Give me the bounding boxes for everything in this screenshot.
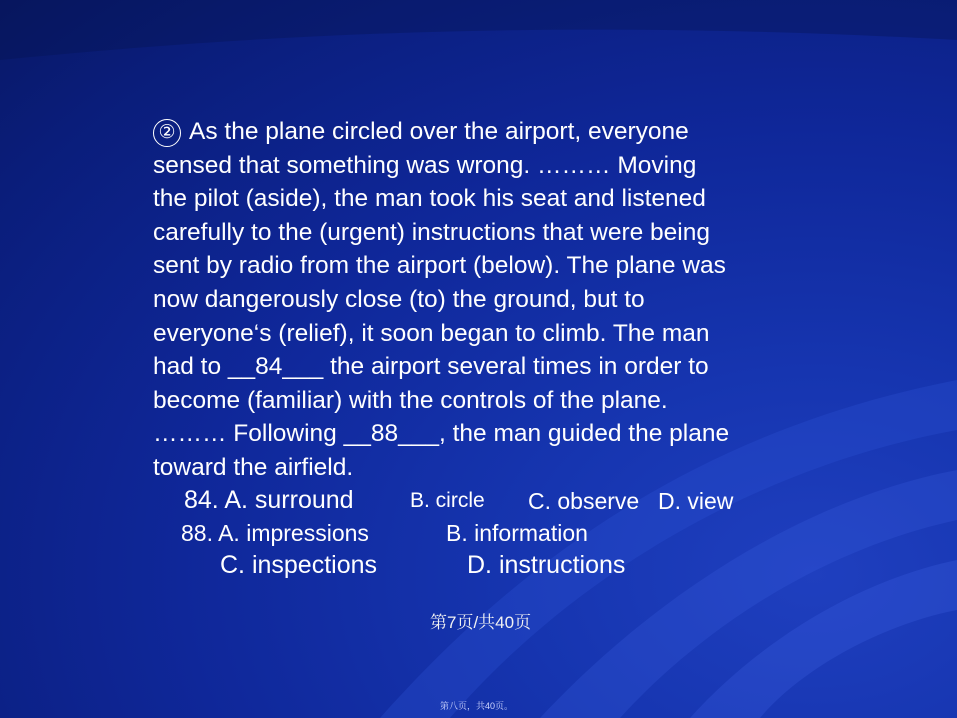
page-number: 第7页/共40页 [430,613,532,632]
passage-line: toward the airfield. [153,453,354,481]
passage-line: everyone‘s (relief), it soon began to climb. The man [153,319,710,347]
passage-line: carefully to the (urgent) instructions that were being [153,218,710,246]
passage-line: become (familiar) with the controls of the plane. [153,386,668,414]
passage-line: sent by radio from the airport (below). The plane was [153,252,726,280]
footer-note: 第八页，共40页。 [440,701,514,711]
q88-option-c: C. inspections [220,551,378,579]
q88-option-d: D. instructions [467,551,626,579]
question-passage [153,115,833,485]
circled-number-marker: ② [153,119,181,147]
q84-option-b: B. circle [410,489,485,512]
q88-option-a: 88. A. impressions [181,520,369,546]
passage-line: now dangerously close (to) the ground, but to [153,285,645,313]
q88-option-b: B. information [446,520,588,546]
passage-line: the pilot (aside), the man took his seat and listened [153,185,706,213]
passage-line: ② As the plane circled over the airport, everyone [153,115,833,149]
q84-option-d: D. view [658,488,734,514]
passage-line: had to __84___ the airport several times in order to [153,353,709,381]
passage-line: sensed that something was wrong. ……… Moving [153,151,697,179]
q84-option-a: 84. A. surround [184,486,354,514]
passage-line: ……… Following __88___, the man guided the plane [153,420,730,448]
q84-option-c: C. observe [528,488,640,514]
